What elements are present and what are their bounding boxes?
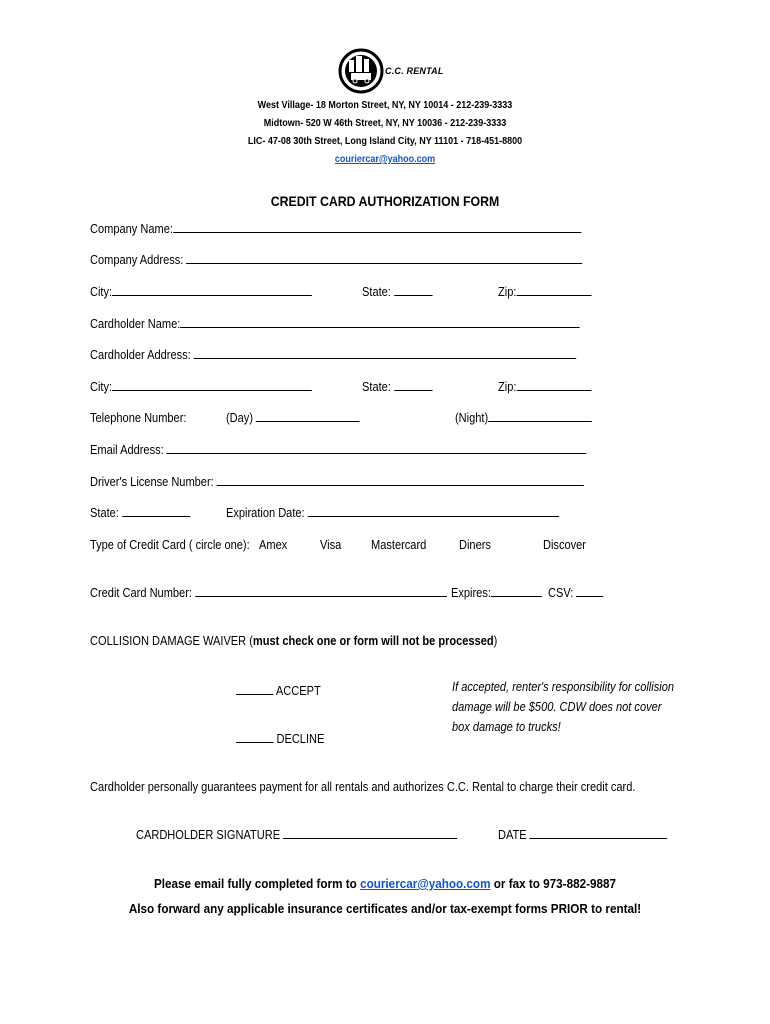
cdw-warning: must check one or form will not be processed bbox=[252, 633, 494, 648]
card-type-label: Type of Credit Card ( circle one): bbox=[90, 537, 250, 552]
csv-label: CSV: bbox=[548, 585, 574, 600]
cdw-decline-row bbox=[236, 731, 324, 746]
card-type-visa[interactable]: Visa bbox=[320, 537, 342, 552]
drivers-license-field[interactable] bbox=[217, 474, 584, 486]
signature-field[interactable] bbox=[283, 827, 457, 839]
email-address-field[interactable] bbox=[167, 442, 587, 454]
day-label: (Day) bbox=[226, 410, 254, 425]
expires-label: Expires: bbox=[451, 585, 491, 600]
company-name-field[interactable] bbox=[173, 221, 581, 233]
telephone-night-row bbox=[455, 410, 592, 425]
address-west-village: West Village- 18 Morton Street, NY, NY 10014 - 212-239-3333 bbox=[257, 100, 513, 111]
cdw-label-end: ) bbox=[493, 633, 498, 648]
cardholder-city-row bbox=[90, 379, 312, 394]
company-city-row bbox=[90, 284, 312, 299]
date-label: DATE bbox=[498, 827, 527, 842]
footer-line1-pre: Please email fully completed form to bbox=[153, 876, 357, 891]
company-state-field[interactable] bbox=[394, 284, 432, 296]
cardholder-zip-field[interactable] bbox=[516, 379, 591, 391]
signature-label: CARDHOLDER SIGNATURE bbox=[136, 827, 281, 842]
company-city-field[interactable] bbox=[112, 284, 312, 296]
guarantee-text: Cardholder personally guarantees payment for all rentals and authorizes C.C. Rental to charge their credit card. bbox=[90, 779, 636, 794]
telephone-label: Telephone Number: bbox=[90, 410, 187, 425]
drivers-license-row bbox=[90, 474, 584, 489]
company-name-label: Company Name: bbox=[90, 221, 173, 236]
state-label: State: bbox=[362, 284, 391, 299]
email-address-row bbox=[90, 442, 587, 457]
expiration-date-row bbox=[226, 505, 559, 520]
cdw-decline-label: DECLINE bbox=[276, 731, 325, 746]
footer-instruction-2: Also forward any applicable insurance certificates and/or tax-exempt forms PRIOR to rental! bbox=[128, 901, 642, 916]
city-label: City: bbox=[90, 379, 113, 394]
company-address-field[interactable] bbox=[186, 252, 582, 264]
cardholder-city-field[interactable] bbox=[112, 379, 312, 391]
telephone-night-field[interactable] bbox=[488, 410, 592, 422]
date-field[interactable] bbox=[530, 827, 668, 839]
license-state-field[interactable] bbox=[122, 505, 190, 517]
date-row bbox=[498, 827, 667, 842]
address-midtown: Midtown- 520 W 46th Street, NY, NY 10036 - 212-239-3333 bbox=[263, 118, 507, 129]
cdw-accept-checkline[interactable] bbox=[236, 683, 273, 695]
card-number-row bbox=[90, 585, 447, 600]
logo-text: C.C. RENTAL bbox=[385, 66, 444, 76]
signature-row bbox=[136, 827, 457, 842]
address-lic: LIC- 47-08 30th Street, Long Island City, NY 11101 - 718-451-8800 bbox=[247, 136, 523, 147]
state-label: State: bbox=[362, 379, 391, 394]
card-number-field[interactable] bbox=[195, 585, 447, 597]
footer-instruction-1 bbox=[39, 876, 732, 891]
card-type-mastercard[interactable]: Mastercard bbox=[371, 537, 427, 552]
csv-row bbox=[548, 585, 604, 600]
cardholder-state-row bbox=[362, 379, 432, 394]
cdw-accept-row bbox=[236, 683, 321, 698]
csv-field[interactable] bbox=[576, 585, 603, 597]
expiration-date-field[interactable] bbox=[308, 505, 560, 517]
company-zip-field[interactable] bbox=[516, 284, 591, 296]
company-address-label: Company Address: bbox=[90, 252, 184, 267]
cardholder-name-row bbox=[90, 316, 580, 331]
cardholder-address-field[interactable] bbox=[194, 347, 577, 359]
night-label: (Night) bbox=[455, 410, 489, 425]
company-zip-row bbox=[498, 284, 591, 299]
card-type-diners[interactable]: Diners bbox=[459, 537, 491, 552]
telephone-day-field[interactable] bbox=[256, 410, 360, 422]
expires-field[interactable] bbox=[491, 585, 542, 597]
cardholder-address-label: Cardholder Address: bbox=[90, 347, 191, 362]
card-number-label: Credit Card Number: bbox=[90, 585, 192, 600]
card-type-discover[interactable]: Discover bbox=[543, 537, 586, 552]
company-address-row bbox=[90, 252, 583, 267]
cdw-note: If accepted, renter's responsibility for collision damage will be $500. CDW does not cover box damage to trucks! bbox=[452, 679, 674, 734]
company-state-row bbox=[362, 284, 432, 299]
cdw-heading bbox=[90, 633, 497, 648]
cdw-accept-label: ACCEPT bbox=[275, 683, 321, 698]
cardholder-zip-row bbox=[498, 379, 591, 394]
city-label: City: bbox=[90, 284, 113, 299]
cardholder-state-field[interactable] bbox=[394, 379, 432, 391]
email-address-label: Email Address: bbox=[90, 442, 164, 457]
expiration-date-label: Expiration Date: bbox=[226, 505, 305, 520]
license-state-row bbox=[90, 505, 190, 520]
form-title: CREDIT CARD AUTHORIZATION FORM bbox=[270, 193, 500, 209]
cdw-decline-checkline[interactable] bbox=[236, 731, 273, 743]
cardholder-address-row bbox=[90, 347, 576, 362]
telephone-day-row bbox=[226, 410, 360, 425]
cardholder-name-field[interactable] bbox=[180, 316, 580, 328]
header-email-link[interactable]: couriercar@yahoo.com bbox=[334, 154, 436, 165]
card-type-amex[interactable]: Amex bbox=[259, 537, 288, 552]
state-label: State: bbox=[90, 505, 119, 520]
drivers-license-label: Driver's License Number: bbox=[90, 474, 214, 489]
company-name-row bbox=[90, 221, 581, 236]
footer-line1-post: or fax to 973-882-9887 bbox=[493, 876, 617, 891]
expires-row bbox=[451, 585, 542, 600]
footer-email-link[interactable]: couriercar@yahoo.com bbox=[360, 876, 491, 891]
zip-label: Zip: bbox=[498, 379, 517, 394]
zip-label: Zip: bbox=[498, 284, 517, 299]
cardholder-name-label: Cardholder Name: bbox=[90, 316, 181, 331]
cdw-label: COLLISION DAMAGE WAIVER ( bbox=[90, 633, 253, 648]
